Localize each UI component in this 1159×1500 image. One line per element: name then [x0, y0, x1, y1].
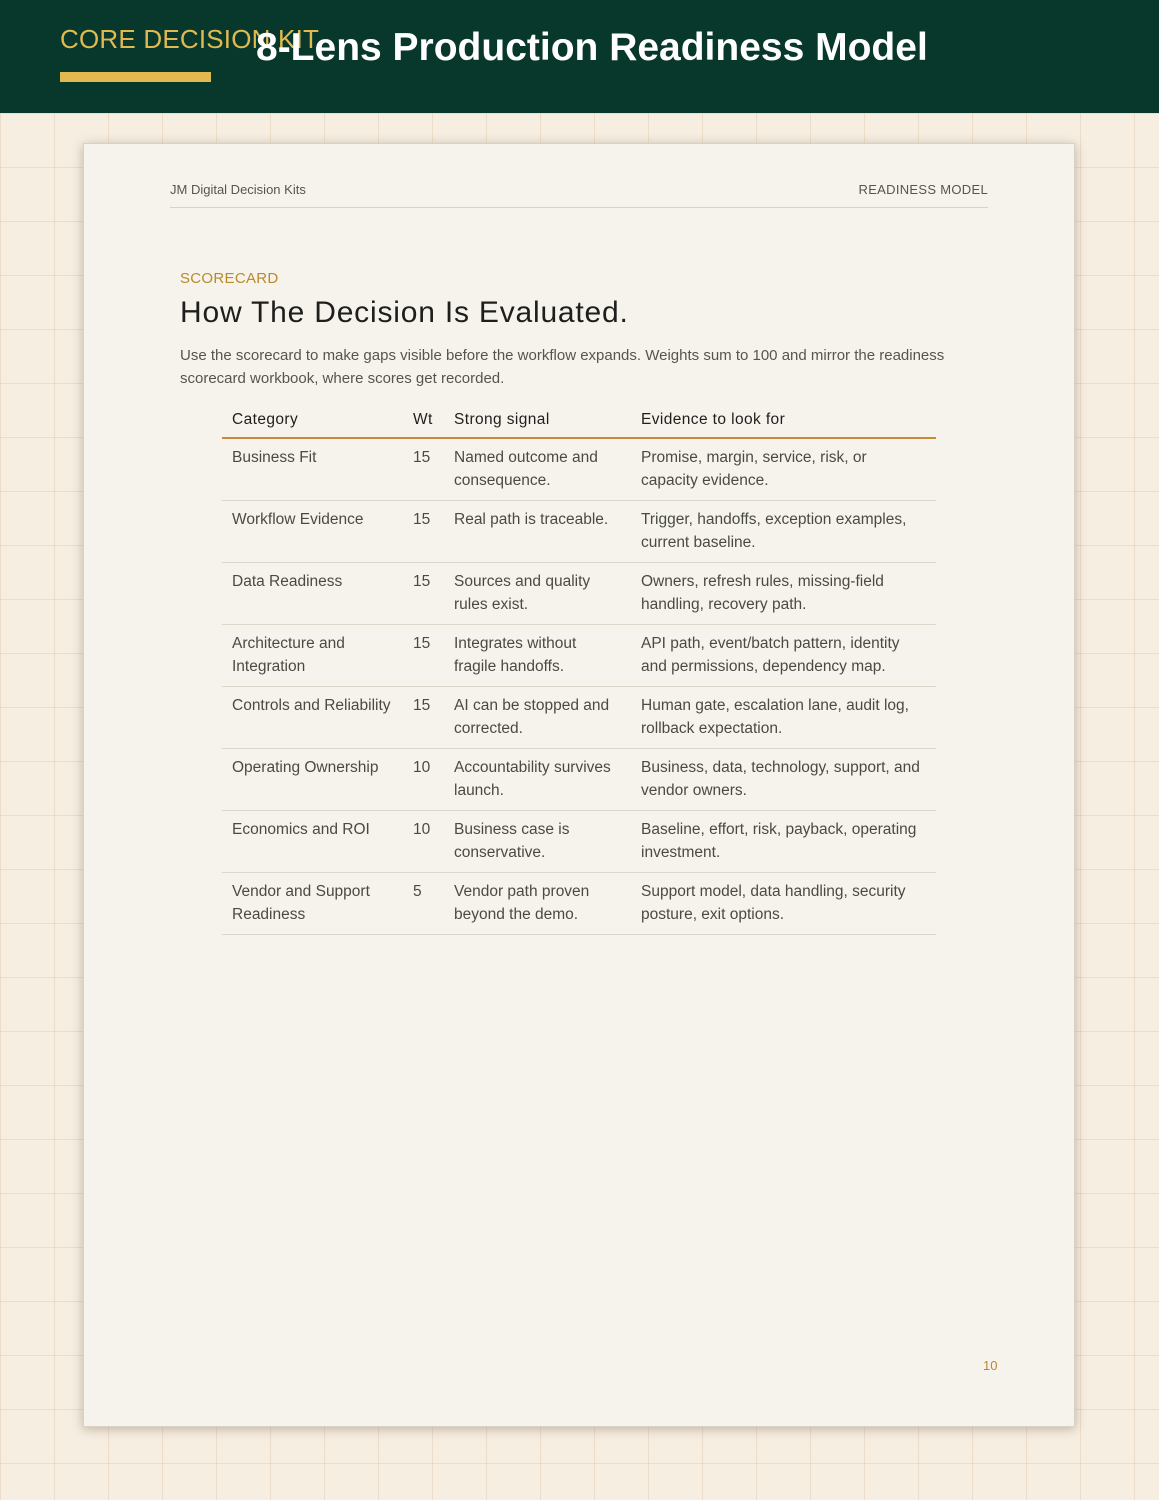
cell-evidence: Support model, data handling, security posture, exit options. — [631, 873, 936, 935]
table-row — [222, 749, 936, 811]
cell-evidence: Business, data, technology, support, and vendor owners. — [631, 749, 936, 811]
scorecard-table — [222, 402, 936, 935]
cell-strong-signal: Vendor path proven beyond the demo. — [444, 873, 631, 935]
cell-strong-signal: Sources and quality rules exist. — [444, 563, 631, 625]
document-page — [83, 143, 1075, 1427]
cell-category: Controls and Reliability — [222, 687, 403, 749]
table-row — [222, 873, 936, 935]
cell-strong-signal: Integrates without fragile handoffs. — [444, 625, 631, 687]
column-header-weight: Wt — [403, 402, 444, 438]
cell-category: Architecture and Integration — [222, 625, 403, 687]
page-number: 10 — [983, 1358, 998, 1373]
cell-evidence: Promise, margin, service, risk, or capacity evidence. — [631, 438, 936, 501]
column-header-category: Category — [222, 402, 403, 438]
running-head — [170, 182, 988, 208]
running-head-left: JM Digital Decision Kits — [170, 182, 306, 197]
cell-strong-signal: Accountability survives launch. — [444, 749, 631, 811]
cell-evidence: Trigger, handoffs, exception examples, current baseline. — [631, 501, 936, 563]
cell-category: Business Fit — [222, 438, 403, 501]
cell-strong-signal: AI can be stopped and corrected. — [444, 687, 631, 749]
cell-category: Operating Ownership — [222, 749, 403, 811]
header-bar — [0, 0, 1159, 113]
table-row — [222, 438, 936, 501]
cell-category: Data Readiness — [222, 563, 403, 625]
intro-paragraph: Use the scorecard to make gaps visible before the workflow expands. Weights sum to 100 and mirror the readiness scorecard workbook, where scores get recorded. — [180, 347, 945, 387]
cell-weight: 15 — [403, 625, 444, 687]
cell-evidence: API path, event/batch pattern, identity and permissions, dependency map. — [631, 625, 936, 687]
table-row — [222, 501, 936, 563]
cell-category: Vendor and Support Readiness — [222, 873, 403, 935]
kit-label: CORE DECISION KIT — [60, 24, 320, 54]
cell-weight: 15 — [403, 687, 444, 749]
cell-category: Workflow Evidence — [222, 501, 403, 563]
table-row — [222, 811, 936, 873]
table-row — [222, 563, 936, 625]
table-row — [222, 625, 936, 687]
cell-strong-signal: Named outcome and consequence. — [444, 438, 631, 501]
kit-label-underline — [60, 72, 211, 82]
table-header-row — [222, 402, 936, 438]
cell-evidence: Baseline, effort, risk, payback, operating investment. — [631, 811, 936, 873]
section-eyebrow: SCORECARD — [180, 270, 279, 287]
section-heading: How The Decision Is Evaluated. — [180, 296, 629, 329]
cell-weight: 15 — [403, 501, 444, 563]
cell-weight: 10 — [403, 811, 444, 873]
column-header-strong-signal: Strong signal — [444, 402, 631, 438]
cell-weight: 15 — [403, 563, 444, 625]
cell-category: Economics and ROI — [222, 811, 403, 873]
cell-evidence: Owners, refresh rules, missing-field handling, recovery path. — [631, 563, 936, 625]
cell-weight: 10 — [403, 749, 444, 811]
cell-strong-signal: Business case is conservative. — [444, 811, 631, 873]
cell-strong-signal: Real path is traceable. — [444, 501, 631, 563]
table-row — [222, 687, 936, 749]
running-head-right: READINESS MODEL — [858, 182, 988, 197]
cell-evidence: Human gate, escalation lane, audit log, rollback expectation. — [631, 687, 936, 749]
column-header-evidence: Evidence to look for — [631, 402, 936, 438]
cell-weight: 15 — [403, 438, 444, 501]
document-title: 8-Lens Production Readiness Model — [256, 26, 928, 69]
cell-weight: 5 — [403, 873, 444, 935]
